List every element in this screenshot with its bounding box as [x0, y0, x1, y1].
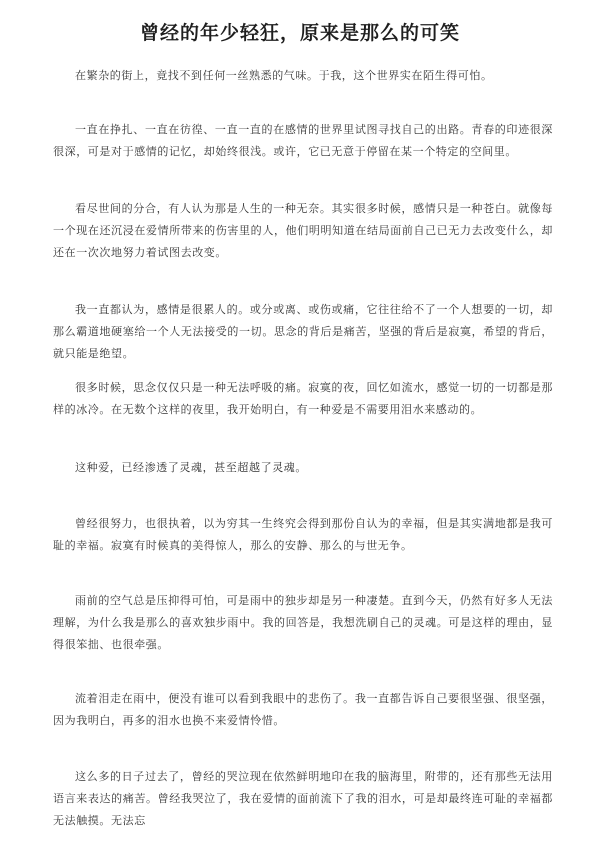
- paragraph-10: 这么多的日子过去了，曾经的哭泣现在依然鲜明地印在我的脑海里，附带的，还有那些无法用语言来表达的痛苦。曾经我哭泣了，我在爱情的面前流下了我的泪水，可是却最终连可耻的幸福都无法触摸。无法忘: [53, 770, 553, 827]
- paragraph-8: 雨前的空气总是压抑得可怕，可是雨中的独步却是另一种凄楚。直到今天，仍然有好多人无法理解，为什么我是那么的喜欢独步雨中。我的回答是，我想洗刷自己的灵魂。可是这样的理由，显得很笨拙、也很牵强。: [53, 594, 553, 651]
- paragraph-4: 我一直都认为，感情是很累人的。或分或离、或伤或痛，它往往给不了一个人想要的一切，却那么霸道地硬塞给一个人无法接受的一切。思念的背后是痛苦，坚强的背后是寂寞，希望的背后，就只能是绝望。: [53, 303, 553, 360]
- page-title: 曾经的年少轻狂，原来是那么的可笑: [139, 22, 460, 44]
- paragraph-3: 看尽世间的分合，有人认为那是人生的一种无奈。其实很多时候，感情只是一种苍白。就像每一个现在还沉浸在爱情所带来的伤害里的人，他们明明知道在结局面前自己已无力去改变什么，却还在一次次地努力着试图去改变。: [53, 202, 553, 259]
- paragraph-1: 在繁杂的街上，竟找不到任何一丝熟悉的气味。于我，这个世界实在陌生得可怕。: [75, 69, 493, 82]
- paragraph-6: 这种爱，已经渗透了灵魂，甚至超越了灵魂。: [75, 461, 307, 474]
- paragraph-2: 一直在挣扎、一直在彷徨、一直一直的在感情的世界里试图寻找自己的出路。青春的印迹很深很深，可是对于感情的记忆，却始终很浅。或许，它已无意于停留在某一个特定的空间里。: [53, 123, 553, 158]
- paragraph-7: 曾经很努力，也很执着，以为穷其一生终究会得到那份自认为的幸福，但是其实满地都是我可耻的幸福。寂寞有时候真的美得惊人，那么的安静、那么的与世无争。: [53, 517, 553, 552]
- paragraph-5: 很多时候，思念仅仅只是一种无法呼吸的痛。寂寞的夜，回忆如流水，感觉一切的一切都是那样的冰冷。在无数个这样的夜里，我开始明白，有一种爱是不需要用泪水来感动的。: [53, 381, 553, 416]
- paragraph-9: 流着泪走在雨中，便没有谁可以看到我眼中的悲伤了。我一直都告诉自己要很坚强、很坚强，因为我明白，再多的泪水也换不来爱情怜惜。: [53, 692, 553, 727]
